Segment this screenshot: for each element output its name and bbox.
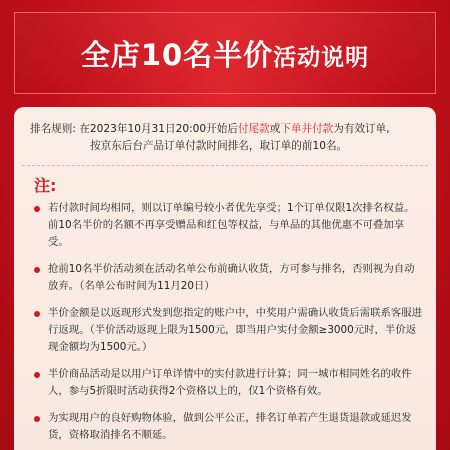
note-item	[24, 366, 424, 400]
bullet-dot-icon	[34, 372, 40, 378]
ranking-text-3: 为有效订单,	[333, 123, 390, 135]
note-text: 若付款时间均相同，则以订单编号较小者优先享受；1个订单仅限1次排名权益。前10名半价的名额不再享受赠品和红包等权益，与单品的其他优惠不可叠加享受。	[48, 202, 415, 248]
bullet-dot-icon	[34, 311, 40, 317]
note-item	[24, 410, 424, 444]
bullet-dot-icon	[34, 416, 40, 422]
ranking-label: 排名规则:	[30, 123, 76, 135]
ranking-text-1: 在2023年10月31日20:00开始后	[79, 123, 238, 135]
notes-title: 注:	[34, 176, 57, 195]
note-item	[24, 261, 424, 295]
note-text: 抢前10名半价活动须在活动名单公布前确认收货，方可参与排名，否则视为自动放弃。（名单公布时间为11月20日）	[48, 263, 415, 292]
rules-card	[14, 107, 436, 450]
title-main: 全店10名半价	[80, 37, 274, 72]
note-item	[24, 200, 424, 251]
ranking-text-line2: 按京东后台产品订单付款时间排名，取订单的前10名。	[90, 140, 348, 152]
header-banner	[14, 12, 436, 94]
title-sub: 活动说明	[273, 44, 370, 71]
divider	[22, 165, 428, 166]
ranking-highlight-1: 付尾款	[237, 123, 270, 135]
notes-list	[24, 200, 424, 444]
page-title	[81, 33, 369, 74]
bullet-dot-icon	[34, 267, 40, 273]
bullet-dot-icon	[34, 206, 40, 212]
ranking-rules	[30, 121, 420, 155]
note-item	[24, 305, 424, 356]
note-text: 为实现用户的良好购物体验，做到公平公正，排名订单若产生退货退款或延迟发货，资格取消排名不顺延。	[48, 412, 412, 441]
ranking-text-2: 或	[269, 123, 281, 135]
ranking-highlight-2: 下单并付款	[280, 123, 334, 135]
note-text: 半价金额是以返现形式发到您指定的账户中，中奖用户需确认收货后需联系客服进行返现。（半价活动返现上限为1500元，即当用户实付金额≥3000元时，半价返现金额均为1500元。）	[48, 307, 423, 353]
note-text: 半价商品活动是以用户订单详情中的实付款进行计算；同一城市相同姓名的收件人，参与5折限时活动获得2个资格以上的，仅1个资格有效。	[48, 368, 412, 397]
